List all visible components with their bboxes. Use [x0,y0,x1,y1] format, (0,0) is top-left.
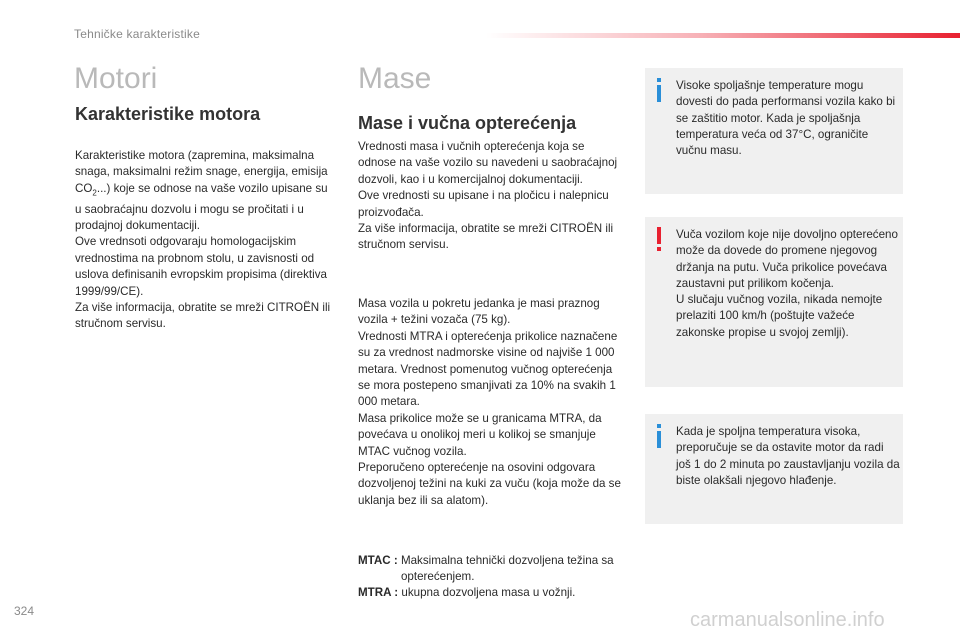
info-icon [654,424,664,448]
definition-term: MTRA : [358,586,399,599]
section-title-motori: Motori [74,62,158,95]
warning-box-towing [645,217,903,387]
masses-text-block-2 [358,296,623,509]
warning-icon [654,227,664,251]
masses-paragraph: Masa prikolice može se u granicama MTRA, da povećava u onolikoj meri u kolikoj se smanjuje MTAC vučnog vozila. [358,411,602,458]
warning-box-text [676,227,900,341]
info-box-high-temperature [645,68,903,194]
definition-text: ukupna dozvoljena masa u vožnji. [401,586,576,599]
info-box-text: Visoke spoljašnje temperature mogu dovesti do pada performansi vozila kako bi se zaštitio motor. Kada je spoljašnja temperatura veća od 37°C, ograničite vučnu masu. [676,79,896,158]
co2-subscript: 2 [92,188,97,198]
masses-paragraph: Preporučeno opterećenje na osovini odgovara dozvoljenoj težini na kuki za vuču (koja može da se uklanja bez ili sa alatom). [358,461,621,507]
info-box-engine-cooling [645,414,903,524]
masses-paragraph: Vrednosti masa i vučnih opterećenja koja se odnose na vaše vozilo su navedeni u saobraćajnoj dozvoli, kao i u komercijalnoj dokumentaciji. [358,140,618,186]
masses-text-block-1 [358,139,623,254]
definition-term: MTAC : [358,554,398,567]
masses-paragraph: Ove vrednosti su upisane i na pločicu i nalepnicu proizvođača. [358,189,609,219]
engine-paragraph-1-end: ...) koje se odnose na vaše vozilo upisane su u saobraćajnu dozvolu i mogu se pročitati i u prodajnoj dokumentaciji. [75,181,328,232]
definition-mtac [358,553,623,586]
masses-paragraph: Masa vozila u pokretu jedanka je masi praznog vozila + težini vozača (75 kg). [358,297,600,327]
subtitle-engine-characteristics: Karakteristike motora [75,104,261,124]
engine-paragraph-2: Ove vrednsoti odgovaraju homologacijskim vrednostima na probnom stolu, u zavisnosti od uslova definisanih evropskim propisima (direktiva 1999/99/CE). [75,235,327,298]
engine-paragraph-1 [75,148,337,234]
header-accent-line [486,33,960,38]
page-header-title: Tehničke karakteristike [74,27,200,41]
warning-box-paragraph: Vuča vozilom koje nije dovoljno opterećeno može da dovede do promene njegovog držanja na putu. Vuča prikolice povećava zaustavni put prilikom kočenja. [676,228,898,290]
masses-paragraph: Vrednosti MTRA i opterećenja prikolice naznačene su za vrednost nadmorske visine od najviše 1 000 metara. Vrednost pomenutog vučnog opterećenja se mora postepeno smanjivati za 10% na svakih 1 000 metara. [358,329,618,409]
definition-mtra [358,585,623,601]
info-icon [654,78,664,102]
warning-box-paragraph: U slučaju vučnog vozila, nikada nemojte prelaziti 100 km/h (poštujte važeće zakonske propise u svojoj zemlji). [676,293,883,339]
info-box-text: Kada je spoljna temperatura visoka, preporučuje se da ostavite motor da radi još 1 do 2 minuta po zaustavljanju vozila da biste olakšali njegovo hlađenje. [676,425,900,487]
definition-text: Maksimalna tehnički dozvoljena težina sa opterećenjem. [400,554,614,584]
subtitle-masses-towing: Mase i vučna opterećenja [358,113,577,133]
engine-paragraph-3: Za više informacija, obratite se mreži CITROËN ili stručnom servisu. [75,300,331,331]
engine-paragraph-1-start: Karakteristike motora (zapremina, maksimalna snaga, maksimalni režim snage, energija, emisija CO [75,149,328,195]
masses-paragraph: Za više informacija, obratite se mreži CITROËN ili stručnom servisu. [358,222,614,252]
watermark: carmanualsonline.info [690,609,885,631]
section-title-mase: Mase [358,62,432,95]
page-number: 324 [14,604,35,618]
engine-text [75,148,337,333]
